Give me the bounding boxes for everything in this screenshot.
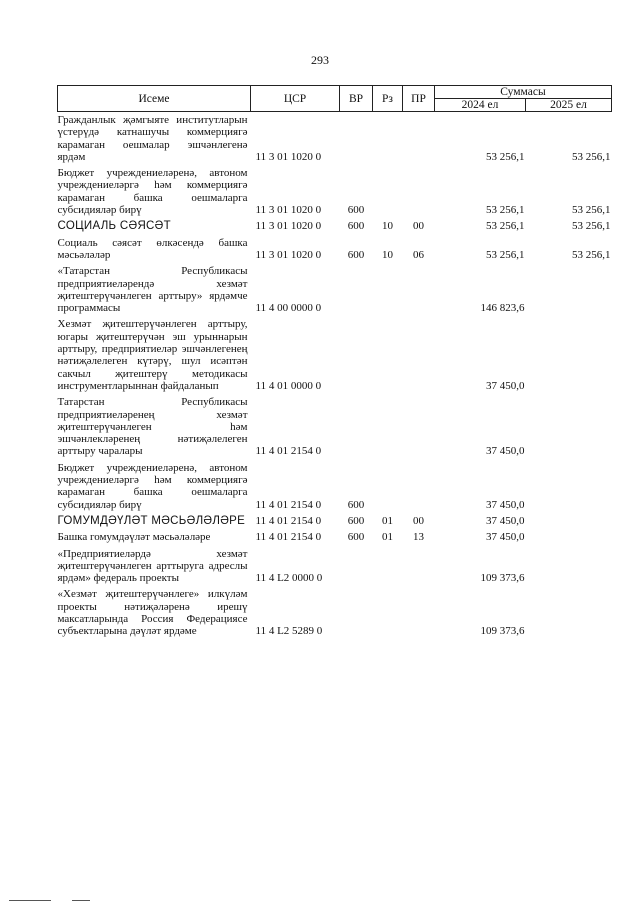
row-csr: 11 4 01 2154 0 <box>255 445 322 458</box>
table-header <box>58 86 612 112</box>
row-sum-2024: 37 450,0 <box>486 445 525 458</box>
row-name: ГОМУМДӘҮЛӘТ МӘСЬӘЛӘЛӘРЕ <box>57 514 246 527</box>
row-vr: 600 <box>347 514 365 527</box>
table-row <box>58 546 612 587</box>
table-row <box>58 460 612 513</box>
row-rz <box>373 460 403 513</box>
row-rz: 01 <box>382 514 393 527</box>
row-csr: 11 3 01 1020 0 <box>255 220 322 233</box>
row-csr: 11 3 01 1020 0 <box>255 248 322 261</box>
row-sum-2024: 37 450,0 <box>486 498 525 511</box>
row-csr: 11 4 L2 5289 0 <box>255 625 323 638</box>
row-csr: 11 4 01 2154 0 <box>255 498 322 511</box>
row-sum-2025: 53 256,1 <box>572 204 611 217</box>
row-sum-2025: 53 256,1 <box>572 248 611 261</box>
row-name: Башка гомумдәүләт мәсьәләләре <box>57 531 211 544</box>
row-pr <box>403 586 435 639</box>
row-csr: 11 4 01 2154 0 <box>255 514 322 527</box>
row-pr <box>403 165 435 218</box>
header-rz: Рз <box>373 86 403 112</box>
row-sum-2025 <box>526 529 612 545</box>
budget-table <box>57 85 612 640</box>
row-sum-2024: 53 256,1 <box>486 204 525 217</box>
row-sum-2024: 146 823,6 <box>480 302 525 315</box>
table-row <box>58 316 612 394</box>
footer-rule <box>0 900 120 901</box>
table-row <box>58 513 612 529</box>
row-vr: 600 <box>347 498 365 511</box>
row-name: Бюджет учреждениеләренә, автоном учреждениеләргә һәм коммерциягә карамаган башка оешмаларга субсидияләр бирү <box>57 461 248 511</box>
header-year-2025: 2025 ел <box>526 99 612 112</box>
row-vr <box>340 546 373 587</box>
row-sum-2025 <box>526 263 612 316</box>
table-row <box>58 235 612 264</box>
row-sum-2024: 53 256,1 <box>486 220 525 233</box>
row-name: СОЦИАЛЬ СӘЯСӘТ <box>57 220 171 233</box>
row-rz <box>373 263 403 316</box>
row-pr <box>403 316 435 394</box>
row-name: Хезмәт җитештерүчәнлеген арттыру, югары җитештерүчән эш урыннарын арттыру, предприятиеләр эшчәнлегенең нәтиҗәлелеген күтәрү, шул исәптән сакчыл җитештерү методикасы инструментларыннан файдаланып <box>57 318 248 392</box>
table-row <box>58 263 612 316</box>
row-sum-2024: 109 373,6 <box>480 572 525 585</box>
row-name: Бюджет учреждениеләренә, автоном учреждениеләргә һәм коммерциягә карамаган башка оешмаларга субсидияләр бирү <box>57 167 248 217</box>
row-pr <box>403 546 435 587</box>
row-pr: 06 <box>413 248 424 261</box>
footer-rule-short <box>72 900 90 901</box>
row-pr <box>403 112 435 166</box>
row-pr: 00 <box>413 220 424 233</box>
row-sum-2024: 37 450,0 <box>486 379 525 392</box>
row-csr: 11 3 01 1020 0 <box>255 150 322 163</box>
row-vr: 600 <box>347 220 365 233</box>
table-row <box>58 394 612 459</box>
row-sum-2025 <box>526 394 612 459</box>
row-sum-2025 <box>526 316 612 394</box>
row-name: «Хезмәт җитештерүчәнлеге» илкүләм проекты нәтиҗәләренә ирешү максатларында Россия Федерациясе субъектларына дәүләт ярдәме <box>57 588 248 638</box>
row-csr: 11 4 01 0000 0 <box>255 379 322 392</box>
header-pr: ПР <box>403 86 435 112</box>
row-name: «Предприятиеләрдә хезмәт җитештерүчәнлеген арттыруга адреслы ярдәм» федераль проекты <box>57 547 248 585</box>
row-rz <box>373 316 403 394</box>
row-name: «Татарстан Республикасы предприятиеләрендә хезмәт җитештерүчәнлеген арттыру» ярдәмче программасы <box>57 265 248 315</box>
row-pr <box>403 394 435 459</box>
row-rz <box>373 546 403 587</box>
table-row <box>58 112 612 166</box>
row-rz: 01 <box>382 531 393 544</box>
row-rz <box>373 394 403 459</box>
row-name: Социаль сәясәт өлкәсендә башка мәсьәләләр <box>57 236 248 261</box>
row-sum-2025 <box>526 460 612 513</box>
row-sum-2025: 53 256,1 <box>572 220 611 233</box>
row-csr: 11 4 01 2154 0 <box>255 531 322 544</box>
row-pr: 00 <box>413 514 424 527</box>
table-row <box>58 586 612 639</box>
row-csr: 11 4 L2 0000 0 <box>255 572 323 585</box>
table-row <box>58 165 612 218</box>
header-vr: ВР <box>340 86 373 112</box>
row-rz <box>373 165 403 218</box>
row-vr <box>340 394 373 459</box>
row-vr: 600 <box>347 204 365 217</box>
row-pr: 13 <box>413 531 424 544</box>
row-sum-2024: 53 256,1 <box>486 248 525 261</box>
header-sums: Суммасы <box>435 86 612 99</box>
row-sum-2025 <box>526 546 612 587</box>
row-rz: 10 <box>382 220 393 233</box>
row-vr: 600 <box>347 531 365 544</box>
header-csr: ЦСР <box>251 86 340 112</box>
row-vr <box>340 586 373 639</box>
page-number: 293 <box>311 53 329 67</box>
row-csr: 11 4 00 0000 0 <box>255 302 322 315</box>
row-vr: 600 <box>347 248 365 261</box>
row-rz <box>373 586 403 639</box>
row-vr <box>340 316 373 394</box>
row-sum-2024: 109 373,6 <box>480 625 525 638</box>
row-pr <box>403 460 435 513</box>
row-pr <box>403 263 435 316</box>
row-sum-2025 <box>526 513 612 529</box>
row-name: Татарстан Республикасы предприятиеләренең хезмәт җитештерүчәнлеген һәм эшчәнлекләренең нәтиҗәлелеген арттыру чаралары <box>57 396 248 458</box>
row-rz: 10 <box>382 248 393 261</box>
footer-rule-long <box>9 900 51 901</box>
row-vr <box>340 263 373 316</box>
header-name: Исеме <box>58 86 251 112</box>
row-sum-2025: 53 256,1 <box>572 150 611 163</box>
row-sum-2024: 53 256,1 <box>486 150 525 163</box>
row-vr <box>340 112 373 166</box>
row-sum-2025 <box>526 586 612 639</box>
table-row <box>58 529 612 545</box>
row-rz <box>373 112 403 166</box>
row-sum-2024: 37 450,0 <box>486 514 525 527</box>
row-csr: 11 3 01 1020 0 <box>255 204 322 217</box>
table-body <box>58 112 612 640</box>
header-year-2024: 2024 ел <box>435 99 526 112</box>
row-sum-2024: 37 450,0 <box>486 531 525 544</box>
table-row <box>58 218 612 234</box>
row-name: Гражданлык җәмгыяте институтларын үстерүдә катнашучы коммерциягә карамаган оешмалар эшчәнлегенә ярдәм <box>57 114 248 163</box>
